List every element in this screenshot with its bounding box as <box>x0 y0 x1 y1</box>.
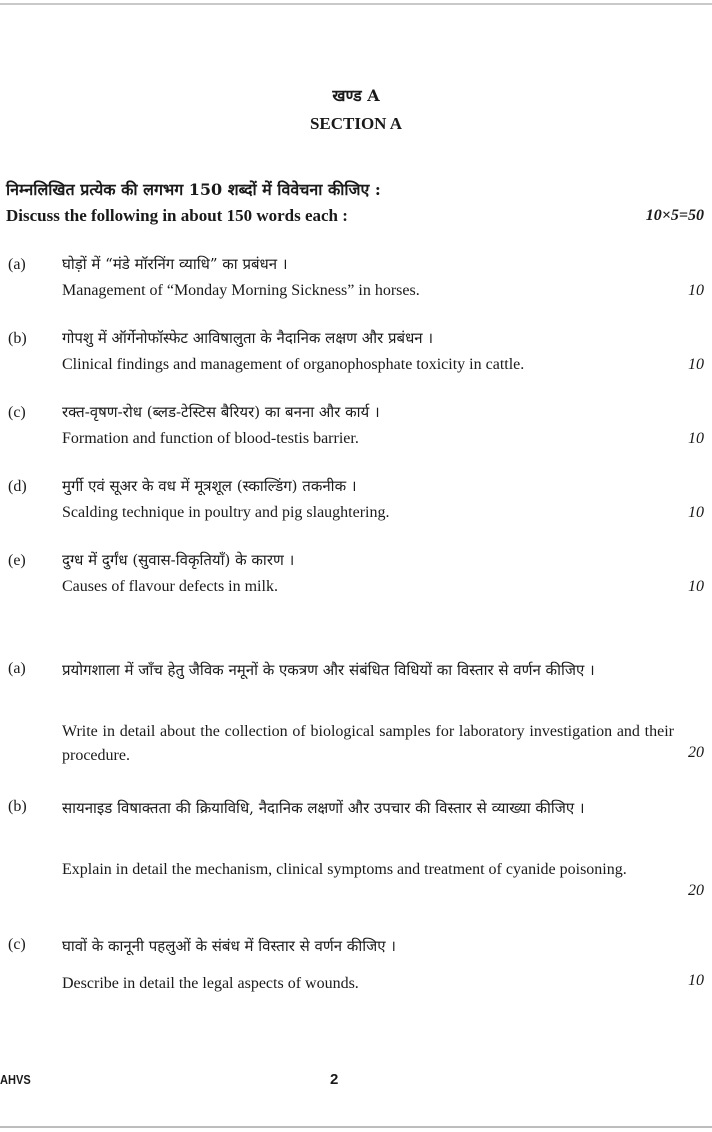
question-label: (b) <box>8 330 27 347</box>
question-marks: 10 <box>688 282 704 299</box>
question-text-english: Management of “Monday Morning Sickness” in horses. <box>62 282 420 299</box>
instruction-marks: 10×5=50 <box>645 207 704 224</box>
question-marks: 10 <box>688 504 704 521</box>
question-label: (e) <box>8 552 26 569</box>
instruction-english: Discuss the following in about 150 words each : <box>6 206 348 225</box>
question-label: (b) <box>8 798 27 815</box>
instruction-hindi: निम्नलिखित प्रत्येक की लगभग 150 शब्दों में विवेचना कीजिए : <box>6 180 381 199</box>
section-title: SECTION A <box>309 114 403 133</box>
question-text-hindi: मुर्गी एवं सूअर के वध में मूत्रशूल (स्काल्डिंग) तकनीक । <box>62 477 357 495</box>
question-text-english: Explain in detail the mechanism, clinical symptoms and treatment of cyanide poisoning. <box>62 861 627 878</box>
question-label: (c) <box>8 936 26 953</box>
question-text-hindi: सायनाइड विषाक्तता की क्रियाविधि, नैदानिक लक्षणों और उपचार की विस्तार से व्याख्या कीजिए । <box>62 799 585 817</box>
question-label: (a) <box>8 256 26 273</box>
question-marks: 10 <box>688 430 704 447</box>
question-label: (d) <box>8 478 27 495</box>
question-text-english: Clinical findings and management of organophosphate toxicity in cattle. <box>62 356 525 373</box>
question-text-english: Formation and function of blood-testis barrier. <box>62 430 359 447</box>
question-text-hindi: घोड़ों में “मंडे मॉरनिंग व्याधि” का प्रबंधन । <box>62 255 288 273</box>
question-marks: 20 <box>688 744 704 761</box>
page-number: 2 <box>330 1071 339 1088</box>
question-text-english: Write in detail about the collection of biological samples for laboratory investigation and their procedure. <box>62 723 674 764</box>
question-label: (a) <box>8 660 26 677</box>
question-text-hindi: रक्त-वृषण-रोध (ब्लड-टेस्टिस बैरियर) का बनना और कार्य । <box>62 403 380 421</box>
question-text-english: Causes of flavour defects in milk. <box>62 578 278 595</box>
question-label: (c) <box>8 404 26 421</box>
question-text-hindi: प्रयोगशाला में जाँच हेतु जैविक नमूनों के एकत्रण और संबंधित विधियों का विस्तार से वर्णन कीजिए । <box>62 661 595 679</box>
question-marks: 10 <box>688 356 704 373</box>
question-marks: 10 <box>688 972 704 989</box>
question-text-english: Scalding technique in poultry and pig slaughtering. <box>62 504 390 521</box>
question-text-english: Describe in detail the legal aspects of wounds. <box>62 975 359 992</box>
paper-code: AHVS <box>0 1072 31 1087</box>
top-rule <box>0 3 712 5</box>
bottom-rule <box>0 1126 712 1128</box>
question-marks: 20 <box>688 882 704 899</box>
question-text-hindi: घावों के कानूनी पहलुओं के संबंध में विस्तार से वर्णन कीजिए । <box>62 937 396 955</box>
question-text-hindi: दुग्ध में दुर्गंध (सुवास-विकृतियाँ) के कारण । <box>62 551 295 569</box>
question-text-hindi: गोपशु में ऑर्गेनोफॉस्फेट आविषालुता के नैदानिक लक्षण और प्रबंधन । <box>62 329 434 347</box>
question-marks: 10 <box>688 578 704 595</box>
section-title-hindi: खण्ड A <box>332 86 380 105</box>
